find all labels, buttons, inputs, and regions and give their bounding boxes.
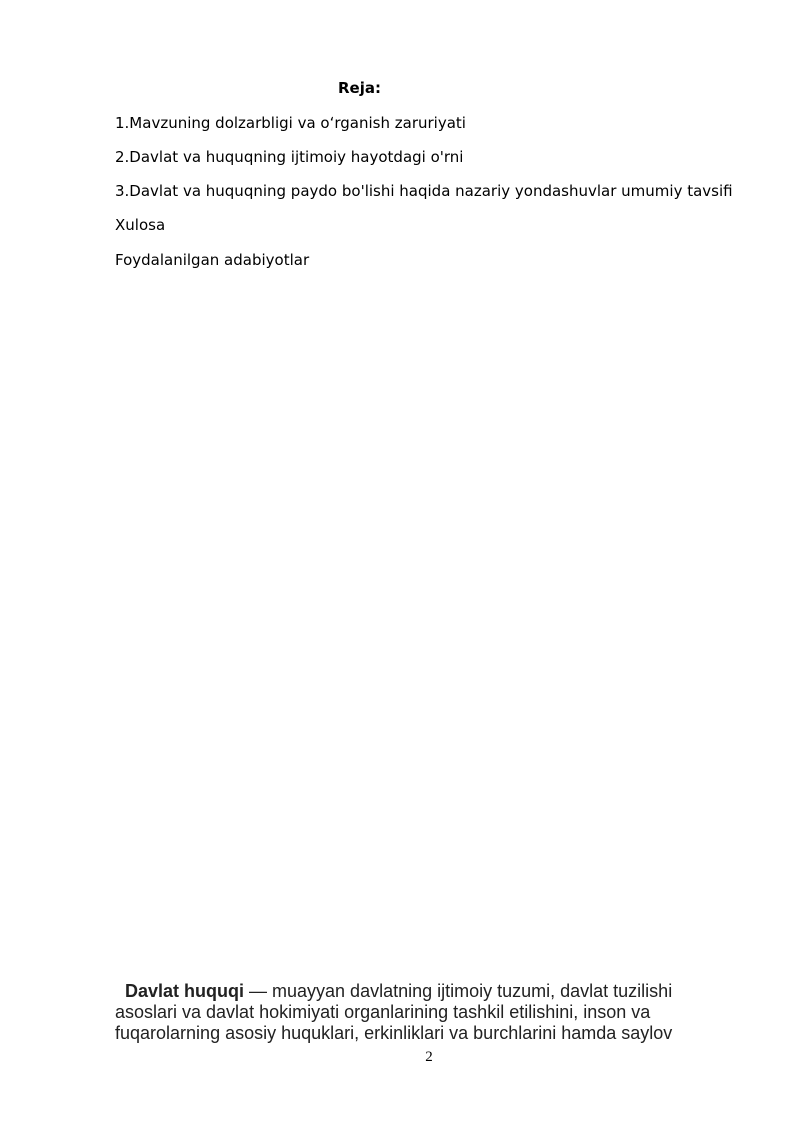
body-paragraph: [115, 981, 715, 1044]
plan-item-2: 2.Davlat va huquqning ijtimoiy hayotdagi o'rni: [115, 148, 464, 166]
body-line-3: fuqarolarning asosiy huquklari, erkinliklari va burchlarini hamda saylov: [115, 1023, 673, 1043]
plan-title: Reja:: [338, 79, 381, 97]
defined-term: Davlat huquqi: [125, 981, 245, 1001]
page-number: 2: [425, 1049, 433, 1065]
plan-item-3: 3.Davlat va huquqning paydo bo'lishi haqida nazariy yondashuvlar umumiy tavsifi: [115, 182, 733, 200]
body-line-2: asoslari va davlat hokimiyati organlarining tashkil etilishini, inson va: [115, 1002, 651, 1022]
body-line-1-rest: — muayyan davlatning ijtimoiy tuzumi, davlat tuzilishi: [244, 981, 673, 1001]
plan-item-1: 1.Mavzuning dolzarbligi va oʻrganish zaruriyati: [115, 114, 466, 132]
plan-item-references: Foydalanilgan adabiyotlar: [115, 251, 310, 269]
plan-item-conclusion: Xulosa: [115, 216, 166, 234]
